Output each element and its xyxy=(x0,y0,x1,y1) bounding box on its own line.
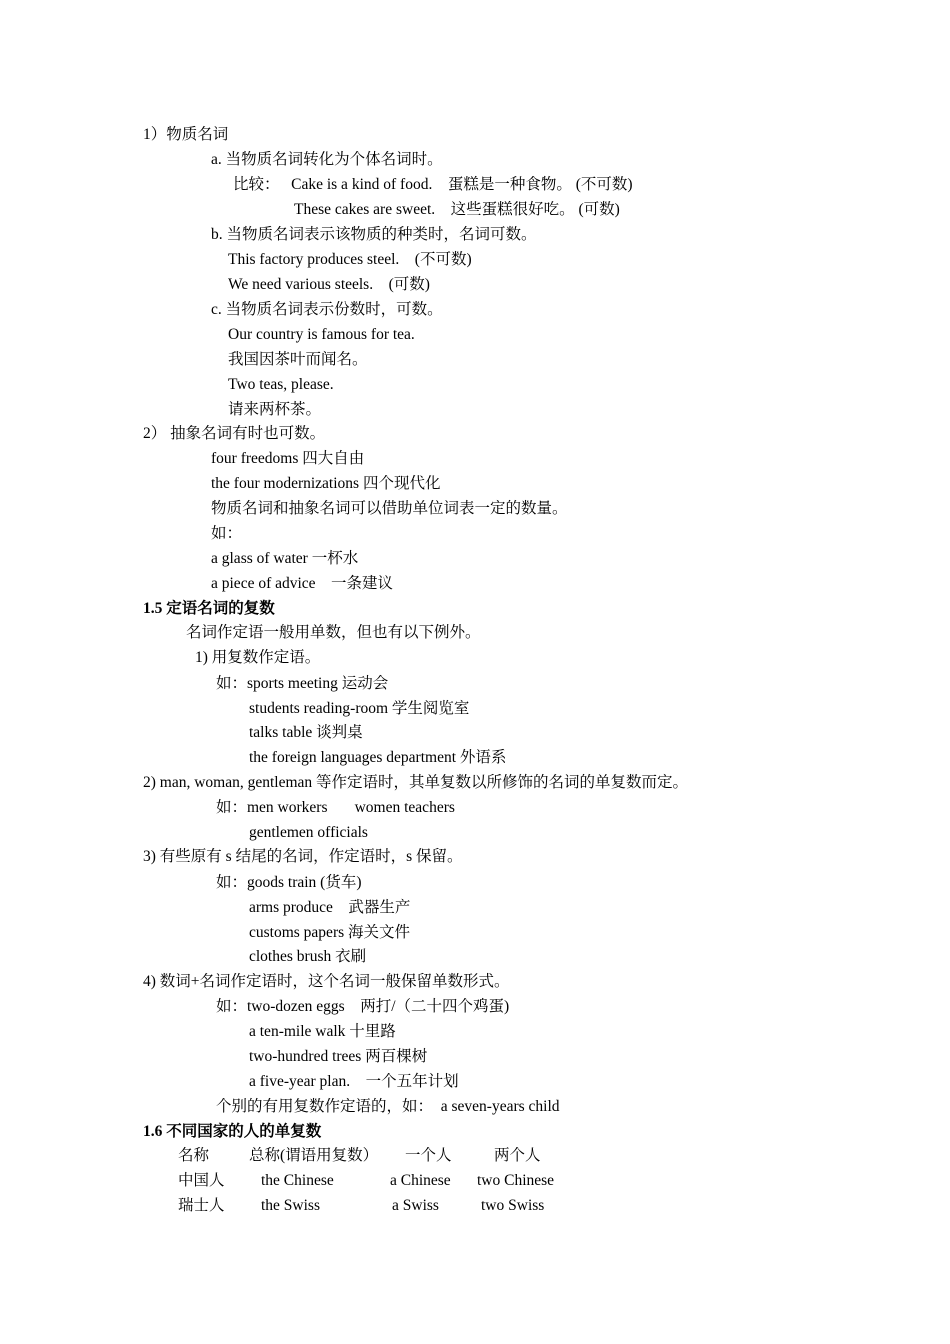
body-text: 物质名词和抽象名词可以借助单位词表一定的数量。 xyxy=(211,500,568,517)
table-header-cell: 总称(谓语用复数） xyxy=(249,1147,379,1164)
example-line: a glass of water 一杯水 xyxy=(211,550,359,567)
example-line: gentlemen officials xyxy=(249,824,368,841)
example-line: two-hundred trees 两百棵树 xyxy=(249,1048,428,1065)
example-line: 如：two-dozen eggs 两打/（二十四个鸡蛋) xyxy=(216,998,510,1015)
table-cell: two Swiss xyxy=(481,1197,545,1214)
table-cell: a Chinese xyxy=(390,1172,451,1189)
example-line: We need various steels. (可数) xyxy=(228,276,430,293)
example-line: a piece of advice 一条建议 xyxy=(211,575,394,592)
section-heading-material-nouns: 1）物质名词 xyxy=(143,126,229,143)
heading-1-5: 1.5 定语名词的复数 xyxy=(143,600,275,617)
example-line: the foreign languages department 外语系 xyxy=(249,749,507,766)
table-cell: 中国人 xyxy=(178,1172,225,1189)
example-line: students reading-room 学生阅览室 xyxy=(249,700,470,717)
list-item: a. 当物质名词转化为个体名词时。 xyxy=(211,151,443,168)
table-cell: the Swiss xyxy=(261,1197,320,1214)
table-cell: a Swiss xyxy=(392,1197,439,1214)
example-line: a five-year plan. 一个五年计划 xyxy=(249,1073,459,1090)
example-line: 我国因茶叶而闻名。 xyxy=(228,351,368,368)
example-line: These cakes are sweet. 这些蛋糕很好吃。 (可数) xyxy=(294,201,620,218)
body-text: 名词作定语一般用单数，但也有以下例外。 xyxy=(186,624,481,641)
body-text: 如： xyxy=(211,525,243,542)
example-line: This factory produces steel. (不可数) xyxy=(228,251,472,268)
example-line: Our country is famous for tea. xyxy=(228,326,415,343)
example-line: four freedoms 四大自由 xyxy=(211,450,365,467)
example-line: talks table 谈判桌 xyxy=(249,724,363,741)
table-header-cell: 名称 xyxy=(178,1147,210,1164)
example-line: Two teas, please. xyxy=(228,376,334,393)
example-line: clothes brush 衣刷 xyxy=(249,948,367,965)
table-header-cell: 一个人 xyxy=(405,1147,452,1164)
table-cell: the Chinese xyxy=(261,1172,334,1189)
section-heading-abstract-nouns: 2） 抽象名词有时也可数。 xyxy=(143,425,326,442)
heading-1-6: 1.6 不同国家的人的单复数 xyxy=(143,1123,322,1140)
example-line: arms produce 武器生产 xyxy=(249,899,411,916)
list-item: 2) man, woman, gentleman 等作定语时，其单复数以所修饰的名词的单复数而定。 xyxy=(143,774,689,791)
example-line: 如：men workers women teachers xyxy=(216,799,455,816)
example-line: 如：goods train (货车) xyxy=(216,874,362,891)
table-cell: 瑞士人 xyxy=(178,1197,225,1214)
example-line: 如：sports meeting 运动会 xyxy=(216,675,389,692)
body-text: 个别的有用复数作定语的，如： a seven-years child xyxy=(216,1098,560,1115)
example-line: customs papers 海关文件 xyxy=(249,924,411,941)
list-item: 4) 数词+名词作定语时，这个名词一般保留单数形式。 xyxy=(143,973,510,990)
list-item: b. 当物质名词表示该物质的种类时，名词可数。 xyxy=(211,226,537,243)
example-line: the four modernizations 四个现代化 xyxy=(211,475,441,492)
example-line: 请来两杯茶。 xyxy=(228,401,322,418)
list-item: c. 当物质名词表示份数时，可数。 xyxy=(211,301,443,318)
example-line: a ten-mile walk 十里路 xyxy=(249,1023,396,1040)
table-header-cell: 两个人 xyxy=(494,1147,541,1164)
example-line: 比较： Cake is a kind of food. 蛋糕是一种食物。 (不可数) xyxy=(233,176,633,193)
list-item: 1) 用复数作定语。 xyxy=(195,649,321,666)
table-cell: two Chinese xyxy=(477,1172,555,1189)
list-item: 3) 有些原有 s 结尾的名词，作定语时，s 保留。 xyxy=(143,848,463,865)
